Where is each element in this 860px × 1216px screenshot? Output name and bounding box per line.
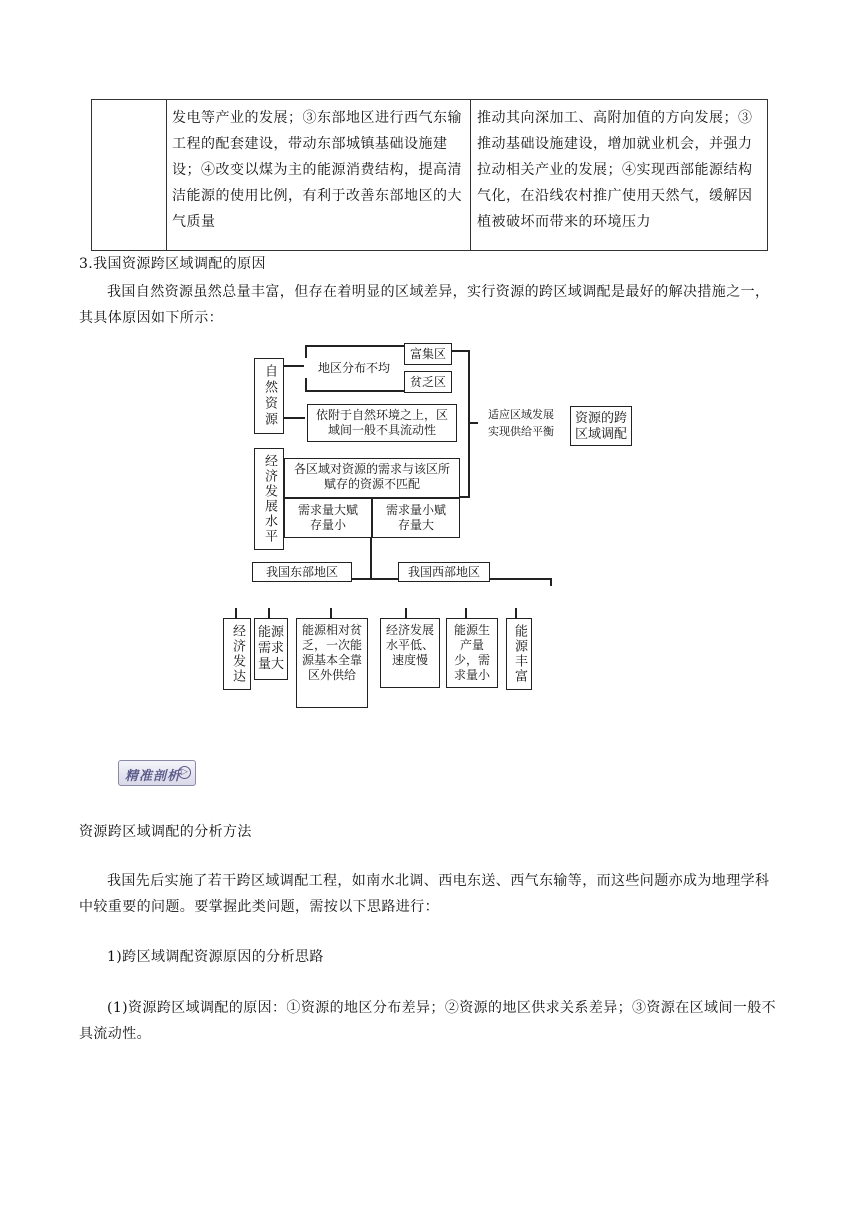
- low-demand-box: 需求量小赋存量大: [372, 498, 460, 538]
- analysis-paragraph-3: (1)资源跨区域调配的原因：①资源的地区分布差异；②资源的地区供求关系差异；③资源在区域间一般不具流动性。: [79, 1000, 777, 1042]
- econ-developed-box: 经济发达: [223, 618, 251, 690]
- comparison-table: [91, 99, 768, 251]
- precise-analysis-banner: [118, 760, 196, 786]
- adapt-label: [478, 406, 564, 442]
- table-cell-empty: [92, 100, 167, 250]
- depends-nature-box: 依附于自然环境之上，区域间一般不具流动性: [307, 404, 457, 442]
- banner-label: 精准剖析: [125, 769, 182, 784]
- analysis-paragraph-1: 我国先后实施了若干跨区域调配工程，如南水北调、西电东送、西气东输等，而这些问题亦成为地理学科中较重要的问题。要掌握此类问题，需按以下思路进行：: [79, 873, 770, 915]
- table-cell-west: [471, 100, 767, 250]
- table-cell-east: [167, 100, 471, 250]
- table-cell-west-text: 推动其向深加工、高附加值的方向发展；③推动基础设施建设，增加就业机会，并强力拉动相关产业的发展；④实现西部能源结构气化，在沿线农村推广使用天然气，缓解因植被破坏而带来的环境压力: [477, 110, 753, 230]
- table-cell-east-text: 发电等产业的发展；③东部地区进行西气东输工程的配套建设，带动东部城镇基础设施建设；④改变以煤为主的能源消费结构，提高清洁能源的使用比例，有利于改善东部地区的大气质量: [172, 110, 462, 230]
- adapt-label-line2: 实现供给平衡: [488, 425, 554, 438]
- east-region-box: 我国东部地区: [252, 562, 352, 582]
- mismatch-box: 各区域对资源的需求与该区所赋存的资源不匹配: [284, 458, 460, 498]
- energy-demand-large-box: 能源需求量大: [254, 618, 288, 680]
- adapt-label-line1: 适应区域发展: [488, 408, 554, 421]
- energy-scarce-box: 能源相对贫乏，一次能源基本全靠区外供给: [296, 618, 368, 708]
- analysis-title: 资源跨区域调配的分析方法: [79, 824, 252, 840]
- cross-region-box: 资源的跨区域调配: [570, 406, 632, 446]
- analysis-paragraph-2: 1)跨区域调配资源原因的分析思路: [107, 949, 324, 965]
- section-intro: 我国自然资源虽然总量丰富，但存在着明显的区域差异，实行资源的跨区域调配是最好的解决措施之一，其具体原因如下所示：: [79, 284, 770, 326]
- natural-resources-box: 自然资源: [254, 358, 284, 434]
- energy-prod-low-box: 能源生产量少，需求量小: [446, 618, 498, 688]
- resource-diagram: [220, 340, 640, 710]
- energy-rich-box: 能源丰富: [506, 618, 532, 690]
- economic-level-box: 经济发展水平: [254, 448, 284, 550]
- arrow-circle-icon: ▷: [178, 766, 191, 779]
- poor-area-box: 贫乏区: [404, 371, 452, 393]
- rich-area-box: 富集区: [404, 343, 452, 365]
- section-heading: 3.我国资源跨区域调配的原因: [79, 256, 266, 272]
- distribution-uneven-box: 地区分布不均: [304, 358, 404, 378]
- high-demand-box: 需求量大赋存量小: [284, 498, 372, 538]
- west-region-box: 我国西部地区: [398, 562, 490, 582]
- econ-low-box: 经济发展水平低、速度慢: [380, 618, 440, 688]
